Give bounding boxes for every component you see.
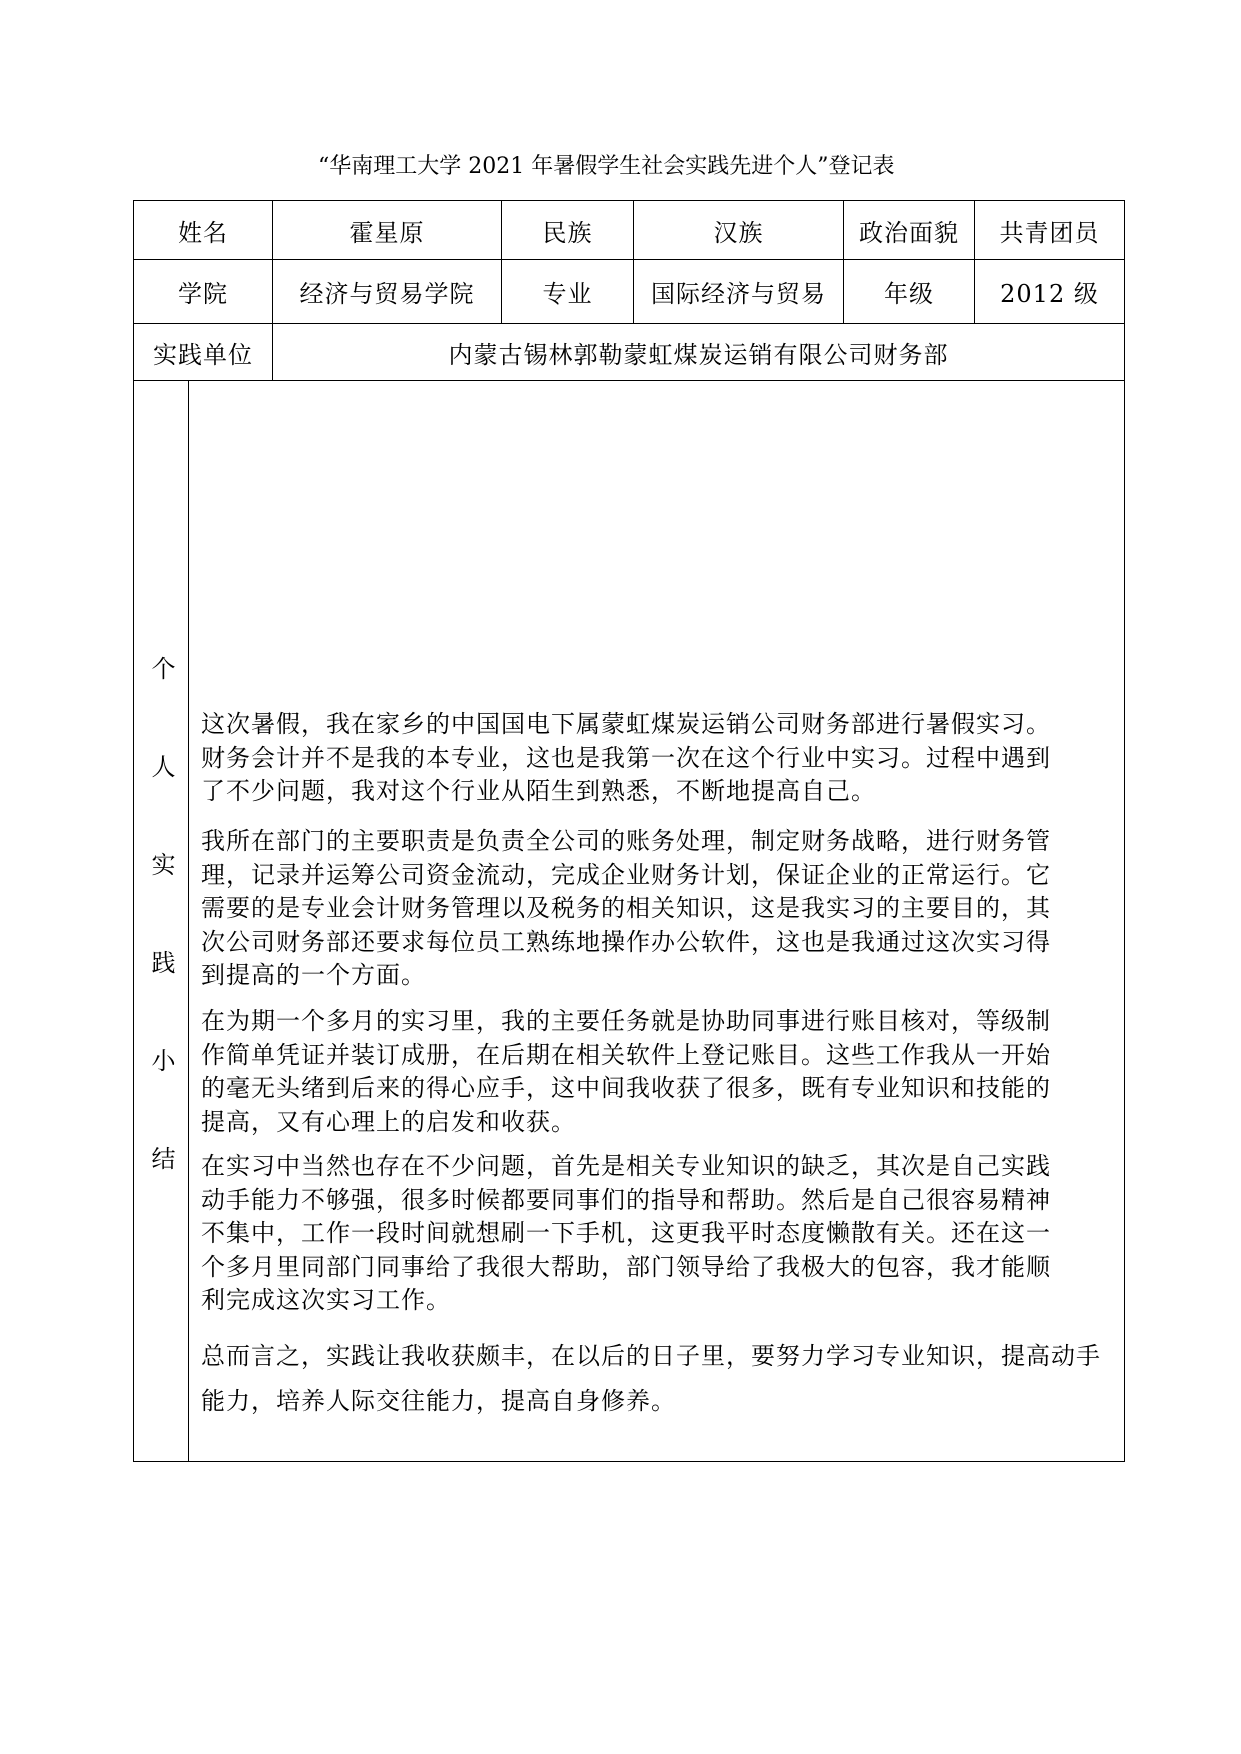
summary-line: 不集中，工作一段时间就想刷一下手机，这更我平时态度懒散有关。还在这一 bbox=[201, 1219, 1051, 1247]
summary-paragraph-4 bbox=[201, 1150, 1051, 1318]
major-label: 专业 bbox=[502, 260, 634, 324]
name-value: 霍星原 bbox=[273, 201, 502, 260]
form-row-practice-unit bbox=[134, 324, 1125, 381]
college-value: 经济与贸易学院 bbox=[273, 260, 502, 324]
name-label: 姓名 bbox=[134, 201, 273, 260]
summary-line: 我所在部门的主要职责是负责全公司的账务处理，制定财务战略，进行财务管 bbox=[201, 827, 1051, 855]
form-row-personal bbox=[134, 201, 1125, 260]
form-row-academic bbox=[134, 260, 1125, 324]
practice-unit-value: 内蒙古锡林郭勒蒙虹煤炭运销有限公司财务部 bbox=[273, 324, 1125, 381]
summary-content-cell bbox=[189, 381, 1125, 1462]
summary-line: 了不少问题，我对这个行业从陌生到熟悉，不断地提高自己。 bbox=[201, 777, 876, 805]
summary-paragraph-1 bbox=[201, 708, 1051, 809]
summary-line: 能力，培养人际交往能力，提高自身修养。 bbox=[201, 1387, 676, 1415]
summary-line: 理，记录并运筹公司资金流动，完成企业财务计划，保证企业的正常运行。它 bbox=[201, 860, 1051, 889]
document-title: “华南理工大学 2021 年暑假学生社会实践先进个人”登记表 bbox=[318, 154, 895, 179]
grade-label: 年级 bbox=[844, 260, 975, 324]
summary-line: 次公司财务部还要求每位员工熟练地操作办公软件，这也是我通过这次实习得 bbox=[201, 927, 1051, 956]
summary-line: 提高，又有心理上的启发和收获。 bbox=[201, 1107, 576, 1136]
grade-value: 2012 级 bbox=[975, 260, 1125, 324]
summary-line: 的毫无头绪到后来的得心应手，这中间我收获了很多，既有专业知识和技能的 bbox=[201, 1074, 1051, 1102]
ethnicity-value: 汉族 bbox=[634, 201, 844, 260]
college-label: 学院 bbox=[134, 260, 273, 324]
summary-label-cell bbox=[134, 381, 189, 1462]
form-row-summary bbox=[134, 381, 1125, 1462]
summary-paragraph-5 bbox=[201, 1334, 1101, 1424]
summary-paragraph-3 bbox=[201, 1005, 1051, 1139]
practice-unit-label: 实践单位 bbox=[134, 324, 273, 381]
summary-line: 到提高的一个方面。 bbox=[201, 961, 426, 989]
ethnicity-label: 民族 bbox=[502, 201, 634, 260]
summary-text bbox=[189, 381, 1124, 1461]
summary-line: 总而言之，实践让我收获颇丰，在以后的日子里，要努力学习专业知识，提高动手 bbox=[201, 1342, 1101, 1370]
summary-line: 在实习中当然也存在不少问题，首先是相关专业知识的缺乏，其次是自己实践 bbox=[201, 1152, 1051, 1180]
summary-line: 作简单凭证并装订成册，在后期在相关软件上登记账目。这些工作我从一开始 bbox=[201, 1040, 1051, 1069]
registration-form-table bbox=[133, 200, 1125, 1462]
summary-line: 利完成这次实习工作。 bbox=[201, 1286, 451, 1314]
summary-paragraph-2 bbox=[201, 825, 1051, 993]
political-status-value: 共青团员 bbox=[975, 201, 1125, 260]
summary-line: 财务会计并不是我的本专业，这也是我第一次在这个行业中实习。过程中遇到 bbox=[201, 743, 1051, 772]
summary-line: 动手能力不够强，很多时候都要同事们的指导和帮助。然后是自己很容易精神 bbox=[201, 1185, 1051, 1214]
summary-line: 个多月里同部门同事给了我很大帮助，部门领导给了我极大的包容，我才能顺 bbox=[201, 1252, 1051, 1281]
summary-line: 在为期一个多月的实习里，我的主要任务就是协助同事进行账目核对，等级制 bbox=[201, 1007, 1051, 1035]
political-status-label: 政治面貌 bbox=[844, 201, 975, 260]
summary-line: 这次暑假，我在家乡的中国国电下属蒙虹煤炭运销公司财务部进行暑假实习。 bbox=[201, 710, 1051, 738]
summary-label: 个人实践小结 bbox=[147, 656, 175, 1244]
major-value: 国际经济与贸易 bbox=[634, 260, 844, 324]
summary-line: 需要的是专业会计财务管理以及税务的相关知识，这是我实习的主要目的，其 bbox=[201, 894, 1051, 922]
